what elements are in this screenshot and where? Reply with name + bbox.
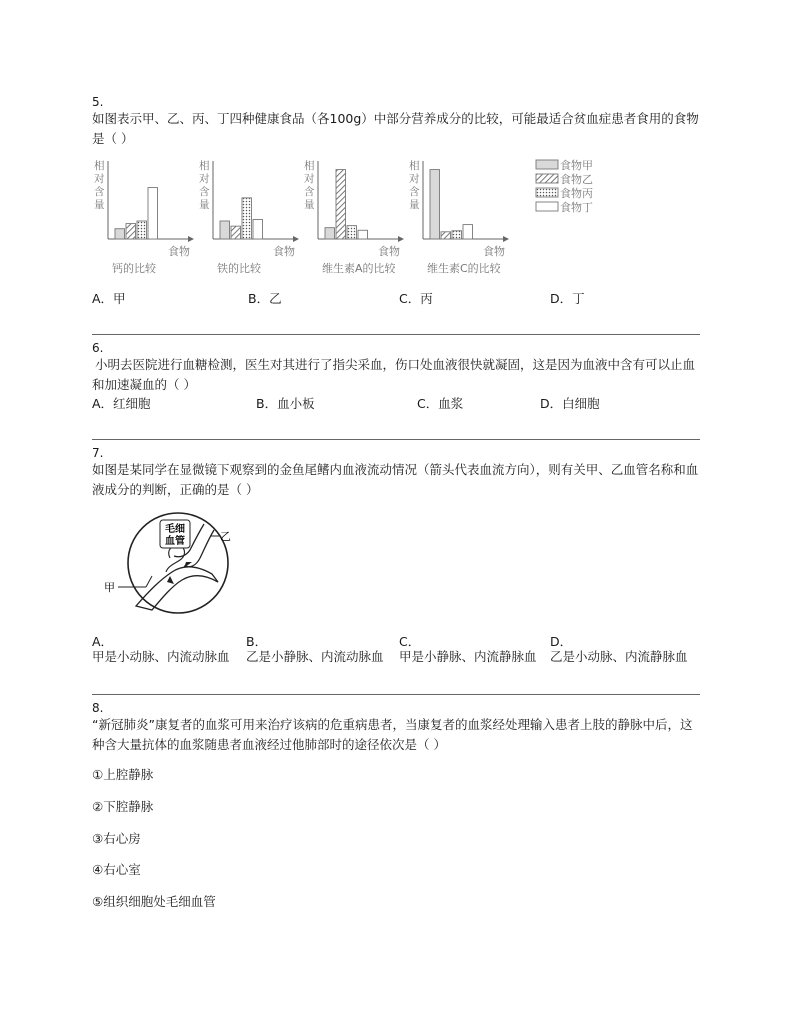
x-axis-label: 食物 — [273, 245, 295, 258]
panel-title: 铁的比较 — [217, 262, 261, 275]
bar — [220, 221, 230, 239]
bar — [253, 219, 263, 239]
question-number: 7. — [92, 446, 104, 460]
y-axis-label: 对 — [304, 173, 315, 185]
panel-title: 维生素C的比较 — [427, 262, 501, 275]
chart-panel — [304, 159, 404, 275]
legend-swatch — [536, 174, 558, 183]
bar — [126, 224, 136, 239]
option-c[interactable]: C．丙 — [399, 291, 433, 306]
y-axis-label: 量 — [199, 199, 210, 211]
axis-arrow-icon — [503, 236, 509, 242]
option-b[interactable]: B．乙 — [248, 291, 282, 306]
option-d[interactable]: D．白细胞 — [540, 396, 600, 411]
question-stem: 小明去医院进行血糖检测，医生对其进行了指尖采血，伤口处血液很快就凝固，这是因为血液中含有可以止血和加速凝血的（ ） — [92, 357, 696, 392]
legend-label: 食物乙 — [560, 173, 593, 186]
y-axis-label: 量 — [304, 199, 315, 211]
axis-arrow-icon — [188, 236, 194, 242]
chart-legend — [536, 158, 593, 214]
x-axis-label: 食物 — [168, 245, 190, 258]
legend-label: 食物丁 — [560, 201, 593, 214]
y-axis-label: 相 — [94, 160, 105, 172]
divider — [92, 439, 700, 440]
bar — [463, 225, 473, 239]
bar — [452, 231, 462, 239]
list-item: ①上腔静脉 — [92, 767, 154, 782]
bar — [137, 221, 147, 239]
question-8 — [92, 701, 702, 755]
nutrient-comparison-chart — [86, 155, 646, 280]
divider — [92, 334, 700, 335]
x-axis-label: 食物 — [378, 245, 400, 258]
question-7 — [92, 446, 702, 500]
y-axis-label: 相 — [409, 160, 420, 172]
label-yi: 乙 — [220, 530, 231, 543]
question-5 — [92, 95, 702, 149]
axis-arrow-icon — [293, 236, 299, 242]
y-axis-label: 量 — [409, 199, 420, 211]
bar — [347, 226, 357, 239]
bar — [430, 170, 440, 239]
list-item: ④右心室 — [92, 862, 141, 877]
chart-panel — [409, 159, 509, 275]
option-a-letter[interactable]: A． — [92, 634, 114, 649]
y-axis-label: 对 — [94, 173, 105, 185]
question-number: 6. — [92, 341, 104, 355]
chart-panel — [94, 159, 194, 275]
option-c-letter[interactable]: C． — [399, 634, 421, 649]
option-a[interactable]: A．红细胞 — [92, 396, 151, 411]
capillary-label-line2: 血管 — [165, 536, 185, 547]
option-d-letter[interactable]: D． — [550, 634, 573, 649]
question-number: 5. — [92, 95, 104, 109]
y-axis-label: 量 — [94, 199, 105, 211]
x-axis-label: 食物 — [483, 245, 505, 258]
capillary-label-line1: 毛细 — [165, 524, 185, 535]
goldfish-tail-microscope-figure — [100, 510, 250, 620]
bar — [336, 170, 346, 239]
bar — [148, 188, 158, 239]
panel-title: 维生素A的比较 — [322, 262, 396, 275]
bar — [358, 230, 368, 239]
legend-swatch — [536, 160, 558, 169]
option-a-text[interactable]: 甲是小动脉、内流动脉血 — [92, 649, 230, 664]
legend-label: 食物甲 — [560, 159, 593, 172]
chart-panel — [199, 159, 299, 275]
option-b-letter[interactable]: B． — [246, 634, 268, 649]
question-stem: 如图是某同学在显微镜下观察到的金鱼尾鳍内血液流动情况（箭头代表血流方向），则有关甲、乙血管名称和血液成分的判断，正确的是（ ） — [92, 462, 699, 497]
panel-title: 钙的比较 — [112, 262, 156, 275]
bar — [441, 232, 451, 239]
list-item: ②下腔静脉 — [92, 799, 154, 814]
axis-arrow-icon — [398, 236, 404, 242]
y-axis-label: 含 — [304, 186, 315, 198]
question-7-options — [92, 634, 712, 668]
question-stem: 如图表示甲、乙、丙、丁四种健康食品（各100g）中部分营养成分的比较，可能最适合贫血症患者食用的食物是（ ） — [92, 111, 699, 146]
y-axis-label: 相 — [304, 160, 315, 172]
option-b[interactable]: B．血小板 — [256, 396, 315, 411]
bar — [242, 198, 252, 239]
question-stem: “新冠肺炎”康复者的血浆可用来治疗该病的危重病患者，当康复者的血浆经处理输入患者上肢的静脉中后，这种含大量抗体的血浆随患者血液经过他肺部时的途径依次是（ ） — [92, 717, 693, 752]
label-jia: 甲 — [104, 581, 115, 594]
option-b-text[interactable]: 乙是小静脉、内流动脉血 — [246, 649, 384, 664]
divider — [92, 694, 700, 695]
question-6 — [92, 341, 702, 395]
question-number: 8. — [92, 701, 104, 715]
y-axis-label: 含 — [409, 186, 420, 198]
option-d[interactable]: D．丁 — [550, 291, 585, 306]
legend-swatch — [536, 188, 558, 197]
option-a[interactable]: A．甲 — [92, 291, 126, 306]
legend-swatch — [536, 202, 558, 211]
list-item: ⑤组织细胞处毛细血管 — [92, 894, 216, 909]
legend-label: 食物丙 — [560, 187, 593, 200]
option-c-text[interactable]: 甲是小静脉、内流静脉血 — [399, 649, 537, 664]
list-item: ③右心房 — [92, 831, 141, 846]
option-c[interactable]: C．血浆 — [417, 396, 464, 411]
y-axis-label: 对 — [409, 173, 420, 185]
bar — [115, 229, 125, 239]
y-axis-label: 相 — [199, 160, 210, 172]
bar — [325, 228, 335, 239]
bar — [231, 226, 241, 239]
option-d-text[interactable]: 乙是小动脉、内流静脉血 — [550, 649, 688, 664]
y-axis-label: 含 — [199, 186, 210, 198]
y-axis-label: 含 — [94, 186, 105, 198]
y-axis-label: 对 — [199, 173, 210, 185]
